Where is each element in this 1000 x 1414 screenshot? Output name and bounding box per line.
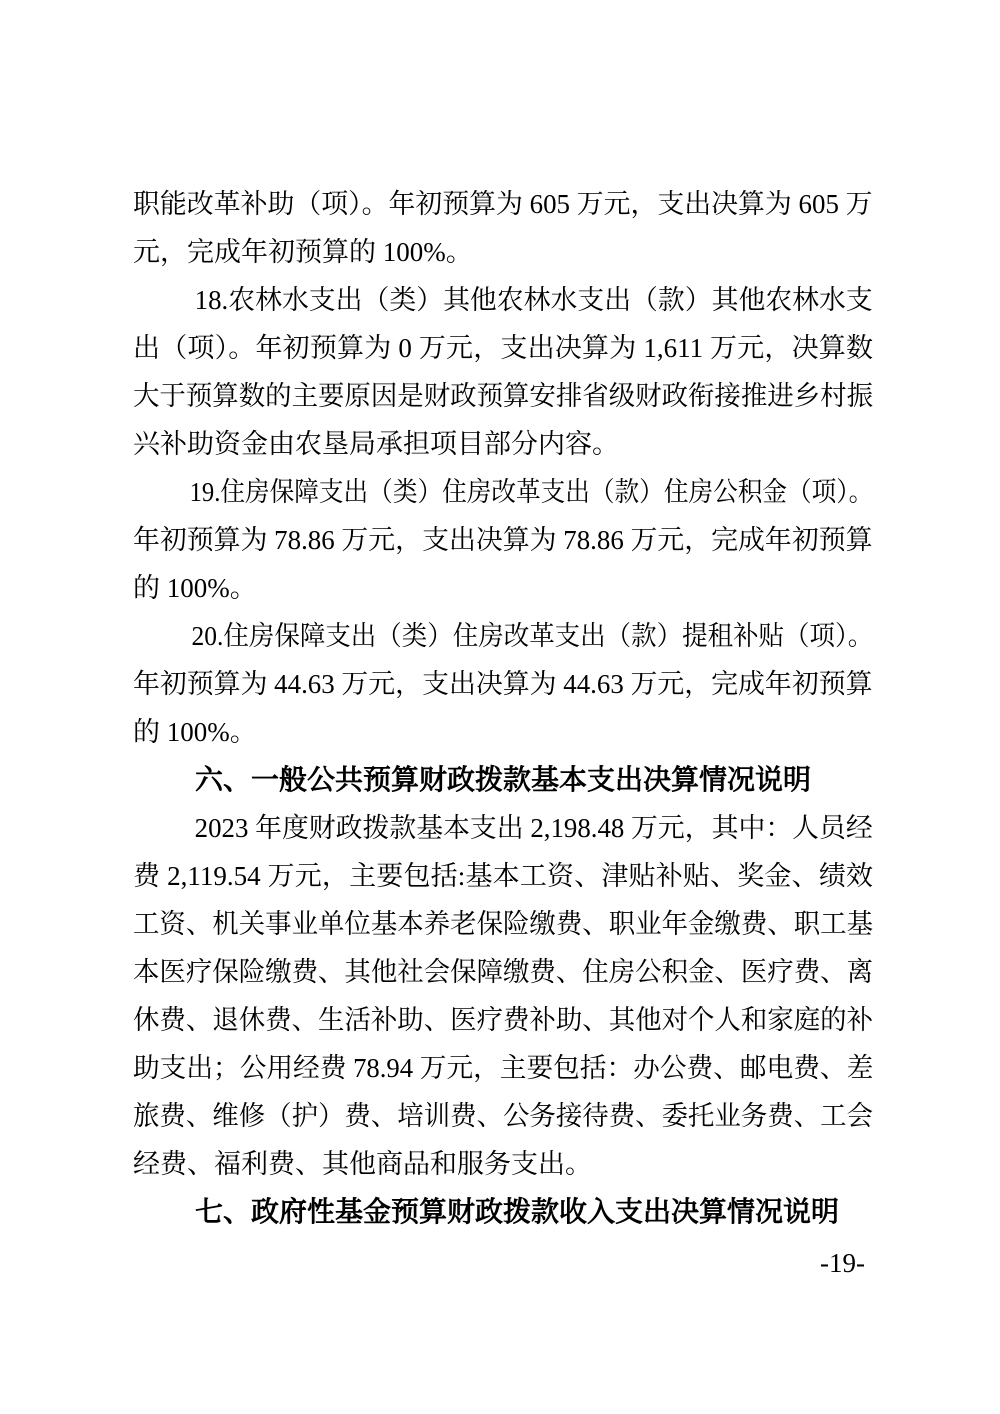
paragraph-line: 18.农林水支出（类）其他农林水支出（款）其他农林水支: [194, 285, 873, 315]
paragraph-line: 本医疗保险缴费、其他社会保障缴费、住房公积金、医疗费、离: [133, 957, 873, 987]
paragraph-line: 年初预算为 44.63 万元，支出决算为 44.63 万元，完成年初预算: [133, 669, 873, 699]
section-heading: 六、一般公共预算财政拨款基本支出决算情况说明: [195, 764, 812, 795]
paragraph-line: 出（项）。年初预算为 0 万元，支出决算为 1,611 万元，决算数: [133, 333, 873, 363]
paragraph-line: 经费、福利费、其他商品和服务支出。: [133, 1149, 592, 1179]
paragraph-line: 助支出；公用经费 78.94 万元，主要包括：办公费、邮电费、差: [133, 1053, 874, 1083]
paragraph-line: 19.住房保障支出（类）住房改革支出（款）住房公积金（项）。: [189, 477, 874, 507]
paragraph-line: 元，完成年初预算的 100%。: [133, 237, 473, 267]
paragraph-line: 费 2,119.54 万元，主要包括:基本工资、津贴补贴、奖金、绩效: [133, 861, 873, 891]
paragraph-line: 的 100%。: [133, 717, 257, 747]
page-number: -19-: [820, 1248, 865, 1278]
paragraph-line: 年初预算为 78.86 万元，支出决算为 78.86 万元，完成年初预算: [133, 525, 873, 555]
document-body: [133, 180, 873, 1236]
section-heading: 七、政府性基金预算财政拨款收入支出决算情况说明: [195, 1196, 840, 1227]
paragraph-line: 职能改革补助（项）。年初预算为 605 万元，支出决算为 605 万: [133, 189, 873, 219]
paragraph-line: 兴补助资金由农垦局承担项目部分内容。: [133, 429, 619, 459]
paragraph-line: 2023 年度财政拨款基本支出 2,198.48 万元，其中：人员经: [194, 813, 873, 843]
paragraph-line: 旅费、维修（护）费、培训费、公务接待费、委托业务费、工会: [133, 1101, 873, 1131]
paragraph-line: 20.住房保障支出（类）住房改革支出（款）提租补贴（项）。: [191, 621, 874, 651]
paragraph-line: 休费、退休费、生活补助、医疗费补助、其他对个人和家庭的补: [133, 1005, 873, 1035]
paragraph-line: 大于预算数的主要原因是财政预算安排省级财政衔接推进乡村振: [133, 381, 873, 411]
paragraph-line: 工资、机关事业单位基本养老保险缴费、职业年金缴费、职工基: [133, 909, 873, 939]
paragraph-line: 的 100%。: [133, 573, 257, 603]
